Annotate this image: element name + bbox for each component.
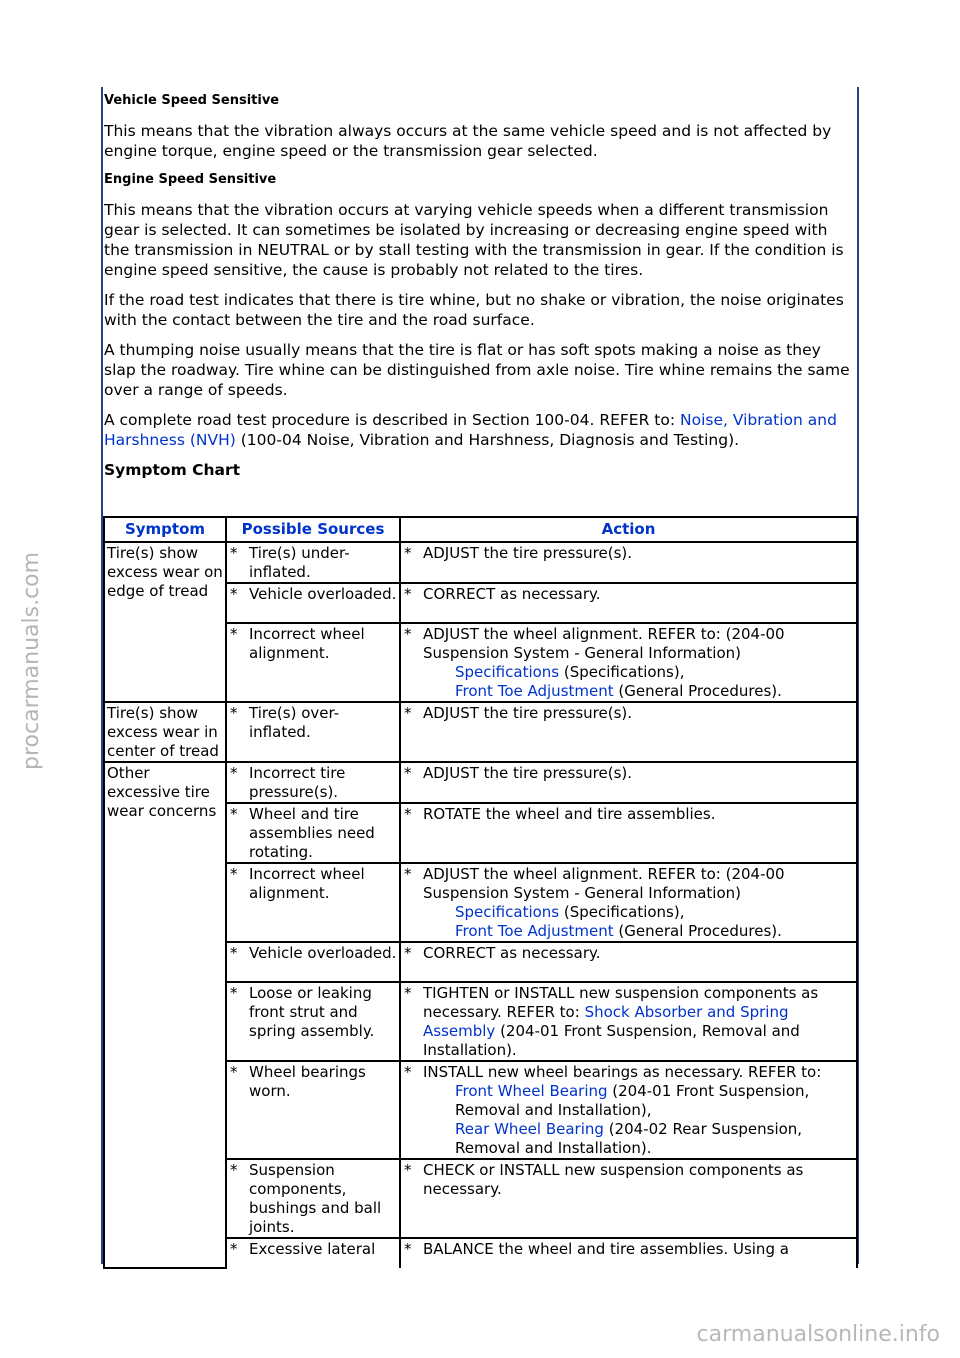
source-cell: * Wheel bearings worn.	[226, 1061, 400, 1159]
action-cell: * ADJUST the tire pressure(s).	[400, 702, 857, 762]
action-cell: * BALANCE the wheel and tire assemblies. Using a	[400, 1238, 857, 1268]
source-cell: * Loose or leaking front strut and spring assembly.	[226, 982, 400, 1061]
specifications-link[interactable]: Specifications	[455, 903, 560, 921]
action-cell: * ROTATE the wheel and tire assemblies.	[400, 803, 857, 863]
source-cell: * Tire(s) over-inflated.	[226, 702, 400, 762]
source-cell: * Wheel and tire assemblies need rotating.	[226, 803, 400, 863]
action-cell: * CORRECT as necessary.	[400, 583, 857, 623]
source-cell: * Vehicle overloaded.	[226, 583, 400, 623]
table-row	[104, 702, 857, 762]
source-cell: * Incorrect wheel alignment.	[226, 623, 400, 702]
specifications-link[interactable]: Specifications	[455, 663, 560, 681]
symptom-cell: Other excessive tire wear concerns	[104, 762, 226, 1268]
header-symptom: Symptom	[104, 517, 226, 542]
front-toe-adjustment-link[interactable]: Front Toe Adjustment	[455, 682, 614, 700]
paragraph-engine-speed: This means that the vibration occurs at varying vehicle speeds when a different transmission gear is selected. It can sometimes be isolated by increasing or decreasing engine speed with the transmission in NEUTRAL or by stall testing with the transmission in gear. If the condition is engine speed sensitive, the cause is probably not related to the tires.	[104, 201, 844, 279]
action-cell: * CORRECT as necessary.	[400, 942, 857, 982]
symptom-cell: Tire(s) show excess wear on edge of tread	[104, 542, 226, 702]
header-action: Action	[400, 517, 857, 542]
source-cell: * Tire(s) under-inflated.	[226, 542, 400, 583]
source-cell: * Incorrect tire pressure(s).	[226, 762, 400, 803]
symptom-cell: Tire(s) show excess wear in center of tread	[104, 702, 226, 762]
nvh-link[interactable]: Noise, Vibration and Harshness (NVH)	[104, 411, 837, 449]
paragraph-thumping-noise: A thumping noise usually means that the tire is flat or has soft spots making a noise as they slap the roadway. Tire whine can be distinguished from axle noise. Tire whine remains the same over a range of speeds.	[104, 341, 850, 399]
source-cell: * Incorrect wheel alignment.	[226, 863, 400, 942]
shock-absorber-link[interactable]: Shock Absorber and Spring Assembly	[423, 1003, 789, 1040]
action-cell: * ADJUST the wheel alignment. REFER to: (204-00 Suspension System - General Information) Specifications (Specifications), Front Toe Adjustment (General Procedures).	[400, 623, 857, 702]
paragraph-tire-whine: If the road test indicates that there is tire whine, but no shake or vibration, the noise originates with the contact between the tire and the road surface.	[104, 291, 844, 329]
paragraph-vehicle-speed: This means that the vibration always occurs at the same vehicle speed and is not affected by engine torque, engine speed or the transmission gear selected.	[104, 122, 832, 160]
symptom-chart-heading: Symptom Chart	[104, 461, 241, 479]
side-watermark: procarmanuals.com	[19, 551, 44, 770]
rear-wheel-bearing-link[interactable]: Rear Wheel Bearing	[455, 1120, 604, 1138]
source-cell: * Excessive lateral	[226, 1238, 400, 1268]
table-row	[104, 762, 857, 803]
paragraph-road-test: A complete road test procedure is described in Section 100-04. REFER to: Noise, Vibration and Harshness (NVH) (100-04 Noise, Vibration and Harshness, Diagnosis and Testing).	[104, 411, 837, 449]
table-row	[104, 542, 857, 583]
header-possible-sources: Possible Sources	[226, 517, 400, 542]
table-header-row	[104, 517, 857, 542]
document-body	[104, 92, 855, 490]
heading-engine-speed: Engine Speed Sensitive	[104, 172, 277, 187]
action-cell: * ADJUST the tire pressure(s).	[400, 762, 857, 803]
bottom-watermark: carmanualsonline.info	[696, 1322, 940, 1347]
action-cell: * ADJUST the tire pressure(s).	[400, 542, 857, 583]
action-cell: * TIGHTEN or INSTALL new suspension components as necessary. REFER to: Shock Absorber and Spring Assembly (204-01 Front Suspension, Removal and Installation).	[400, 982, 857, 1061]
heading-vehicle-speed: Vehicle Speed Sensitive	[104, 93, 280, 108]
action-cell: * CHECK or INSTALL new suspension components as necessary.	[400, 1159, 857, 1238]
action-cell: * INSTALL new wheel bearings as necessary. REFER to: Front Wheel Bearing (204-01 Front Suspension, Removal and Installation), Rear Wheel Bearing (204-02 Rear Suspension, Removal and Installation).	[400, 1061, 857, 1159]
front-wheel-bearing-link[interactable]: Front Wheel Bearing	[455, 1082, 608, 1100]
source-cell: * Vehicle overloaded.	[226, 942, 400, 982]
action-cell: * ADJUST the wheel alignment. REFER to: (204-00 Suspension System - General Information) Specifications (Specifications), Front Toe Adjustment (General Procedures).	[400, 863, 857, 942]
symptom-chart-table	[103, 516, 858, 1269]
source-cell: * Suspension components, bushings and ball joints.	[226, 1159, 400, 1238]
front-toe-adjustment-link[interactable]: Front Toe Adjustment	[455, 922, 614, 940]
